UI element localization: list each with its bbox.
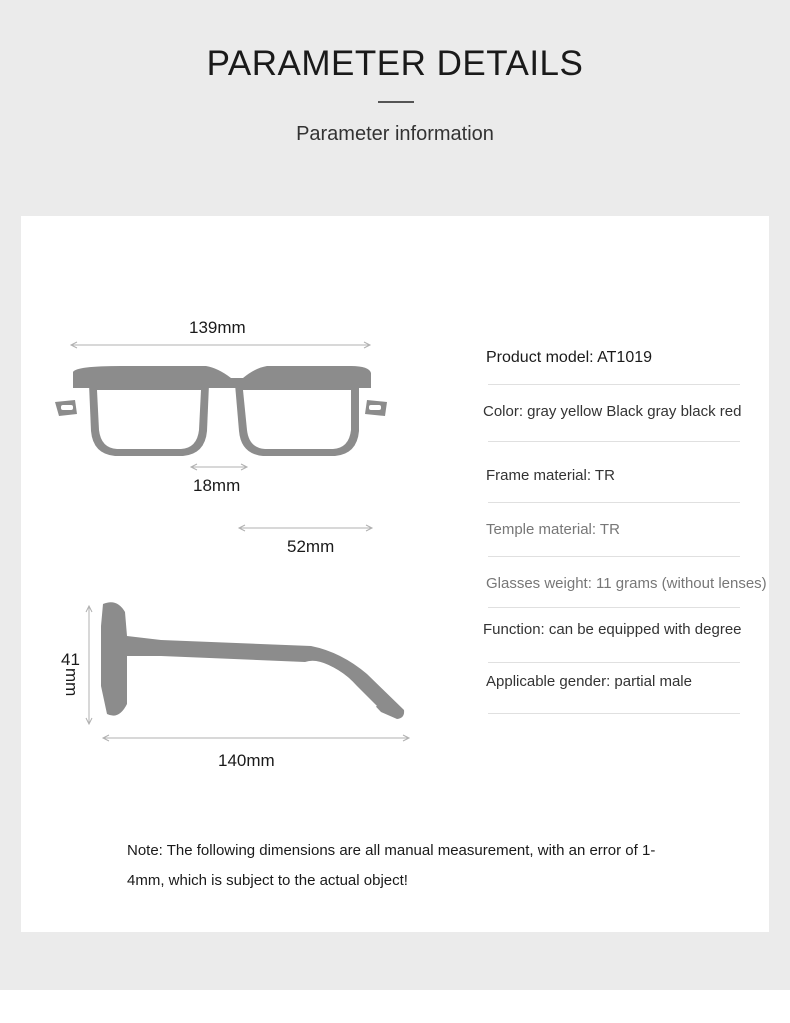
page-footer-strip: [0, 990, 790, 1023]
side-frame: [101, 602, 404, 719]
front-lenses: [61, 390, 381, 449]
lens-height-arrow: [86, 606, 92, 724]
lens-width-arrow: [239, 525, 372, 531]
spec-function: Function: can be equipped with degree: [483, 621, 742, 638]
spec-divider: [488, 556, 740, 557]
lens-height-value-label: 41: [61, 650, 80, 669]
note-line-2: 4mm, which is subject to the actual object!: [127, 872, 408, 889]
spec-divider: [488, 502, 740, 503]
page-subtitle: Parameter information: [296, 123, 494, 145]
measurement-note: [127, 836, 667, 896]
bridge-width-arrow: [191, 464, 247, 470]
temple-length-label: 140mm: [218, 751, 275, 770]
spec-color: Color: gray yellow Black gray black red: [483, 403, 742, 420]
bridge-width-label: 18mm: [193, 476, 241, 495]
spec-weight: Glasses weight: 11 grams (without lenses): [486, 575, 767, 592]
lens-height-unit-label: mm: [62, 668, 81, 697]
total-width-label: 139mm: [189, 318, 246, 337]
lens-width-label: 52mm: [287, 537, 335, 556]
spec-gender: Applicable gender: partial male: [486, 673, 692, 690]
spec-divider: [488, 713, 740, 714]
spec-product-model: Product model: AT1019: [486, 349, 653, 366]
glasses-diagram: [21, 216, 769, 932]
title-divider: [378, 101, 414, 103]
page-title: PARAMETER DETAILS: [206, 44, 584, 83]
spec-temple-material: Temple material: TR: [486, 521, 620, 538]
note-line-1: Note: The following dimensions are all manual measurement, with an error of 1-: [127, 842, 656, 859]
temple-length-arrow: [103, 735, 409, 741]
total-width-arrow: [71, 342, 370, 348]
parameter-panel: [21, 216, 769, 932]
spec-divider: [488, 441, 740, 442]
spec-frame-material: Frame material: TR: [486, 467, 615, 484]
spec-divider: [488, 662, 740, 663]
spec-divider: [488, 384, 740, 385]
spec-divider: [488, 607, 740, 608]
